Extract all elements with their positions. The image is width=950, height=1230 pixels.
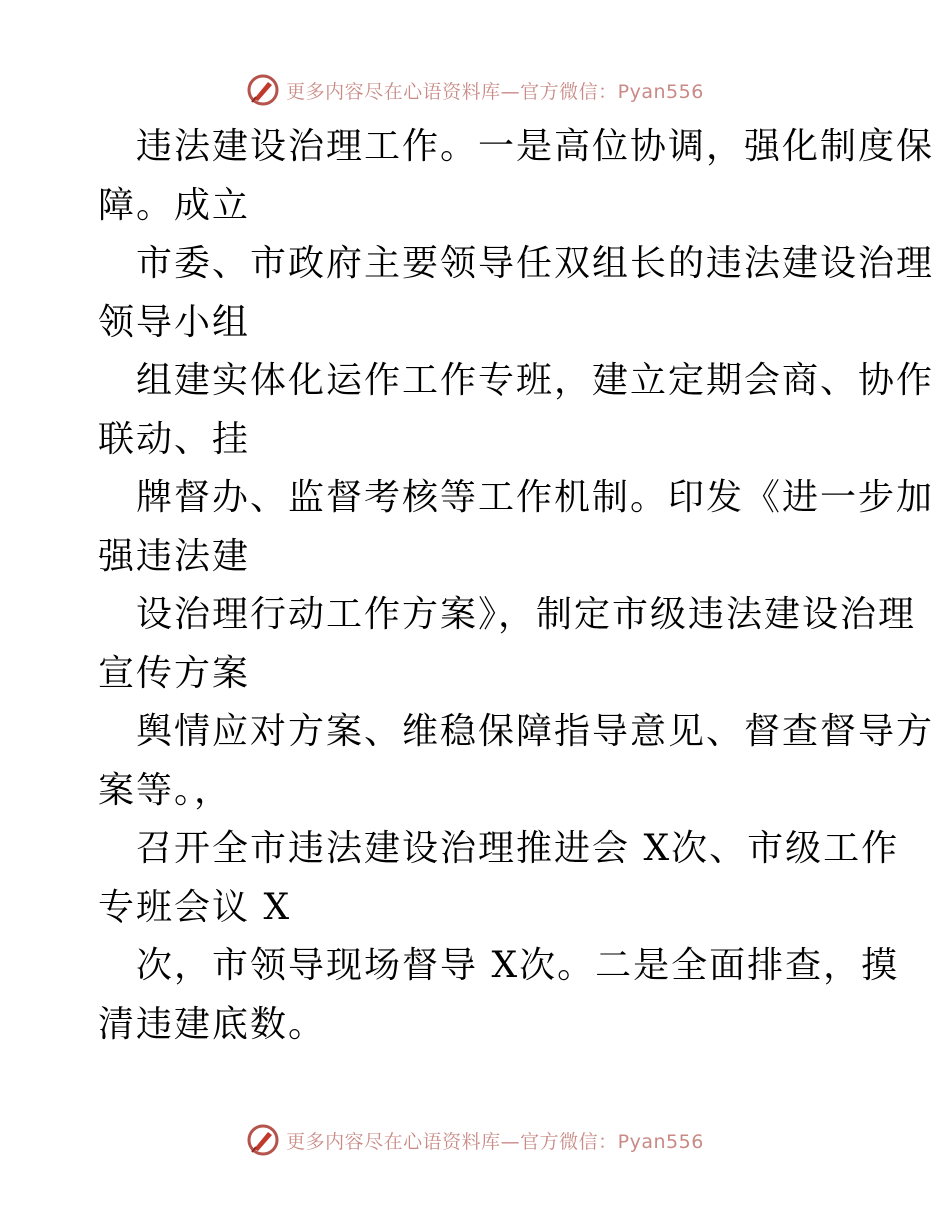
body-line: 案等。， xyxy=(98,769,233,811)
body-line: 组建实体化运作工作专班，建立定期会商、协作 xyxy=(136,360,935,401)
body-line: 召开全市违法建设治理推进会 X次、市级工作 xyxy=(136,828,900,869)
body-line: 牌督办、监督考核等工作机制。印发《进一步加 xyxy=(136,477,935,518)
document-body xyxy=(98,118,935,1054)
body-line: 障。成立 xyxy=(98,184,251,226)
body-line: 舆情应对方案、维稳保障指导意见、督查督导方 xyxy=(136,711,935,752)
body-line: 领导小组 xyxy=(98,301,251,343)
body-line: 强违法建 xyxy=(98,535,251,577)
body-line: 市委、市政府主要领导任双组长的违法建设治理 xyxy=(136,243,935,284)
body-line: 宣传方案 xyxy=(98,652,251,694)
body-line: 设治理行动工作方案》，制定市级违法建设治理 xyxy=(136,594,917,635)
body-line: 次，市领导现场督导 X次。二是全面排查，摸 xyxy=(136,945,900,986)
footer-watermark xyxy=(0,1120,950,1160)
quill-logo-icon xyxy=(246,1123,280,1157)
body-line: 专班会议 X xyxy=(98,886,292,928)
quill-logo-icon xyxy=(246,73,280,107)
header-watermark xyxy=(0,70,950,110)
body-line: 联动、挂 xyxy=(98,418,251,460)
watermark-text: 更多内容尽在心语资料库—官方微信：Pyan556 xyxy=(286,1130,704,1153)
watermark-text: 更多内容尽在心语资料库—官方微信：Pyan556 xyxy=(286,80,704,103)
body-line: 违法建设治理工作。一是高位协调，强化制度保 xyxy=(136,126,935,167)
body-line: 清违建底数。 xyxy=(98,1003,327,1045)
